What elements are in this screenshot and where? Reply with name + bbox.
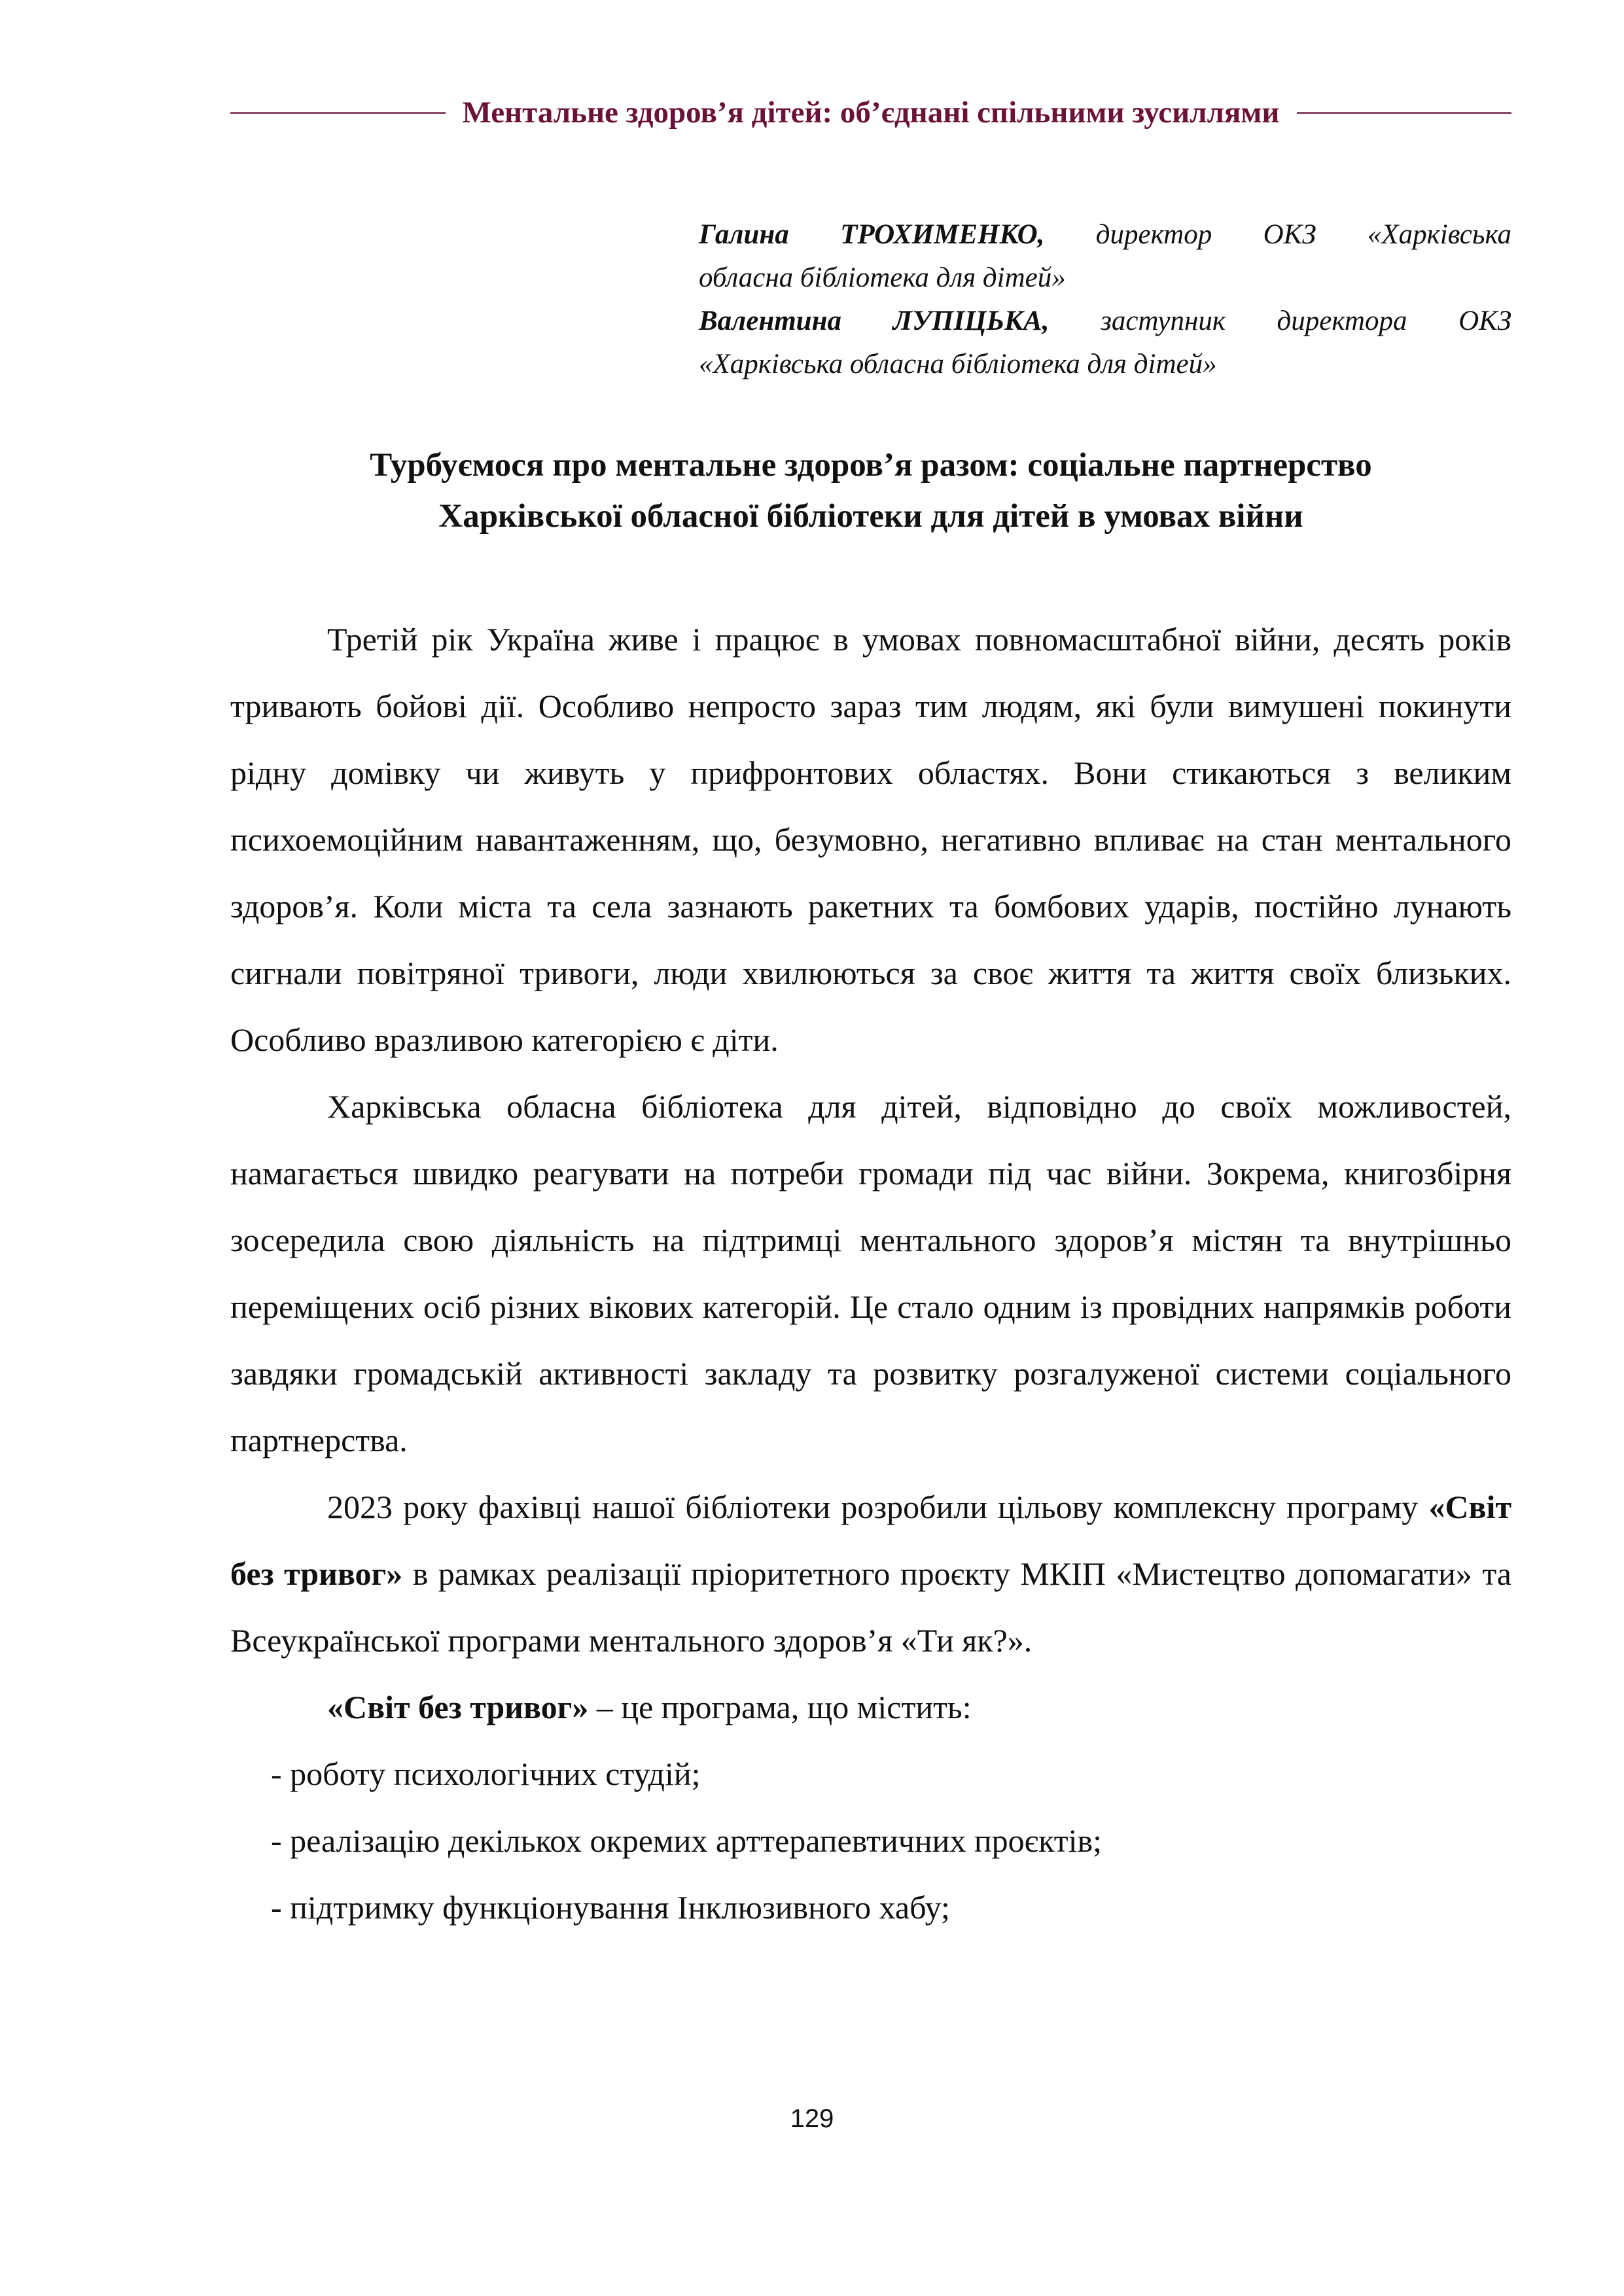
article-title-line: Турбуємося про ментальне здоров’я разом: соціальне партнерство	[370, 447, 1372, 484]
article-title-line: Харківської обласної бібліотеки для дітей в умовах війни	[438, 498, 1303, 535]
paragraph-text: 2023 року фахівці нашої бібліотеки розробили цільову комплексну програму	[327, 1489, 1429, 1525]
author-role: директор ОКЗ «Харківська	[1044, 219, 1511, 250]
article-body	[230, 606, 1511, 1941]
header-rule-left	[230, 112, 446, 114]
paragraph	[230, 1674, 1511, 1740]
author-line	[699, 213, 1511, 256]
program-name: «Світ без тривог»	[327, 1689, 589, 1725]
paragraph-text: – це програма, що містить:	[588, 1689, 972, 1725]
program-name: «Світ без тривог»	[230, 1489, 1511, 1592]
program-components-list	[230, 1740, 1511, 1941]
paragraph: Третій рік Україна живе і працює в умовах повномасштабної війни, десять років тривають бойові дії. Особливо непросто зараз тим людям, які були вимушені покинути рідну домівку чи живуть у прифронтових областях. Вони стикаються з великим психоемоційним навантаженням, що, безумовно, негативно впливає на стан ментального здоров’я. Коли міста та села зазнають ракетних та бомбових ударів, постійно лунають сигнали повітряної тривоги, люди хвилюються за своє життя та життя своїх близьких. Особливо вразливою категорією є діти.	[230, 621, 1511, 1058]
paragraph-text: в рамках реалізації пріоритетного проєкту МКІП «Мистецтво допомагати» та Всеукраїнської програми ментального здоров’я «Ти як?».	[230, 1555, 1512, 1659]
article-title	[230, 440, 1511, 542]
paragraph	[230, 1474, 1511, 1674]
author-role: заступник директора ОКЗ	[1049, 306, 1511, 336]
author-name: Галина ТРОХИМЕНКО,	[699, 219, 1045, 250]
author-role-continuation: «Харківська обласна бібліотека для дітей»	[699, 349, 1217, 380]
header-rule-right	[1297, 112, 1512, 114]
list-item: - роботу психологічних студій;	[271, 1756, 701, 1792]
list-item: - реалізацію декількох окремих арттерапевтичних проєктів;	[271, 1822, 1102, 1859]
author-block	[699, 213, 1511, 386]
author-line	[699, 300, 1511, 343]
page-number: 129	[790, 2104, 834, 2133]
running-header-title: Ментальне здоров’я дітей: об’єднані спільними зусиллями	[462, 96, 1280, 130]
author-name: Валентина ЛУПІЦЬКА,	[699, 306, 1050, 336]
author-role-continuation: обласна бібліотека для дітей»	[699, 262, 1066, 293]
list-item: - підтримку функціонування Інклюзивного хабу;	[271, 1889, 950, 1926]
running-header	[230, 90, 1511, 135]
paragraph: Харківська обласна бібліотека для дітей, відповідно до своїх можливостей, намагається швидко реагувати на потреби громади під час війни. Зокрема, книгозбірня зосередила свою діяльність на підтримці ментального здоров’я містян та внутрішньо переміщених осіб різних вікових категорій. Це стало одним із провідних напрямків роботи завдяки громадській активності закладу та розвитку розгалуженої системи соціального партнерства.	[230, 1088, 1511, 1458]
